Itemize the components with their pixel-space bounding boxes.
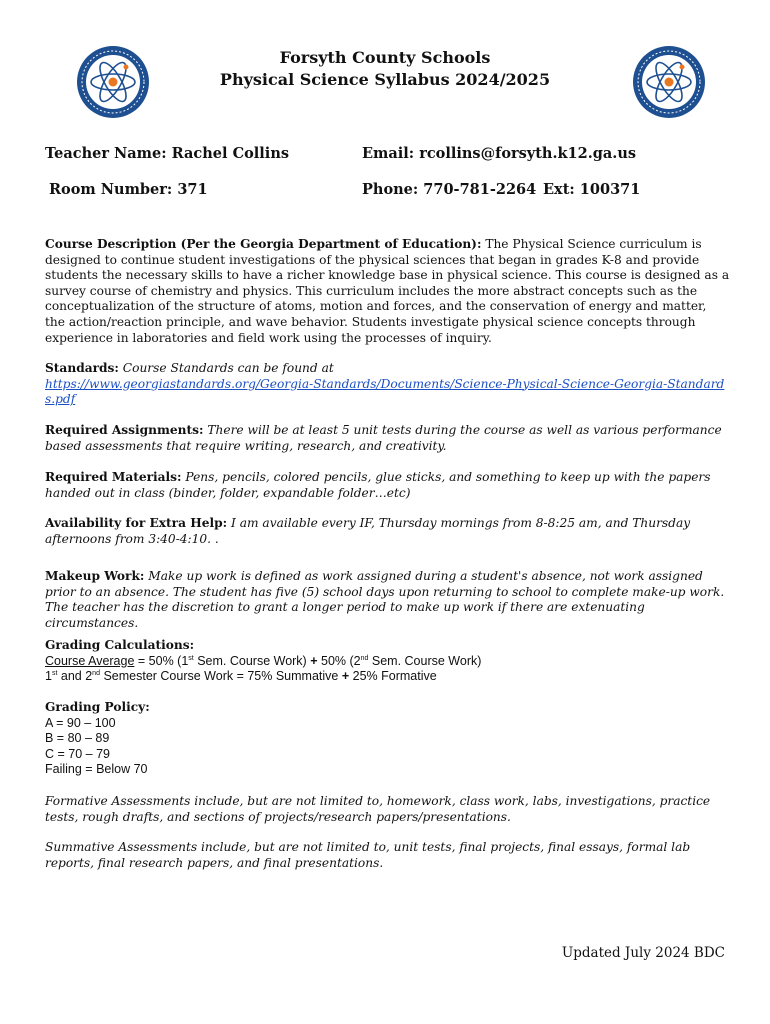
standards-section: [45, 361, 730, 408]
teacher-phone: Phone: 770-781-2264: [362, 181, 537, 198]
course-average-label: Course Average: [45, 653, 135, 668]
standards-text: Course Standards can be found at: [118, 361, 334, 375]
semester-part-b: and 2: [57, 669, 93, 684]
semester-weighting-line: [45, 669, 437, 683]
course-average-part-c: 50% (2: [317, 653, 361, 668]
semester-part-a: 1: [45, 669, 52, 684]
grade-c: C = 70 – 79: [45, 746, 110, 761]
teacher-email: Email: rcollins@forsyth.k12.ga.us: [362, 145, 637, 162]
course-average-part-b: Sem. Course Work): [193, 653, 311, 668]
ordinal-nd: nd: [360, 654, 369, 662]
grading-policy-label: Grading Policy:: [45, 700, 150, 714]
course-description: [45, 237, 730, 346]
grade-b: B = 80 – 89: [45, 731, 110, 746]
course-average-line: [45, 654, 481, 668]
formative-assessments-note: Formative Assessments include, but are not limited to, homework, class work, labs, investigations, practice tests, rough drafts, and sections of projects/research papers/presentations.: [45, 794, 711, 824]
makeup-work-label: Makeup Work:: [45, 569, 145, 583]
extra-help: [45, 516, 730, 547]
document-title: Forsyth County Schools: [279, 48, 491, 67]
required-assignments-label: Required Assignments:: [45, 423, 204, 437]
plus-sign: +: [310, 653, 318, 668]
room-number: Room Number: 371: [49, 181, 208, 198]
extra-help-text: I am available every IF, Thursday mornings from 8-8:25 am, and Thursday afternoons from 3:40-4:10. .: [45, 516, 691, 546]
grade-a: A = 90 – 100: [45, 715, 116, 730]
ordinal-st-2: st: [51, 670, 58, 678]
document-subtitle: Physical Science Syllabus 2024/2025: [219, 70, 551, 89]
course-description-label: Course Description (Per the Georgia Department of Education):: [45, 237, 482, 251]
teacher-name: Teacher Name: Rachel Collins: [45, 145, 290, 162]
updated-footer: Updated July 2024 BDC: [561, 945, 725, 961]
grading-policy: [45, 700, 730, 778]
summative-assessments-note: Summative Assessments include, but are not limited to, unit tests, final projects, final essays, formal lab reports, final research papers, and final presentations.: [45, 840, 691, 870]
semester-part-c: Semester Course Work = 75% Summative: [99, 669, 342, 684]
required-materials-label: Required Materials:: [45, 470, 182, 484]
grading-calculations: [45, 638, 730, 685]
grade-failing: Failing = Below 70: [45, 762, 148, 777]
required-assignments-text: There will be at least 5 unit tests during the course as well as various performance based assessments that require writing, research, and creativity.: [45, 423, 722, 453]
required-materials: [45, 470, 730, 501]
standards-link[interactable]: https://www.georgiastandards.org/Georgia-Standards/Documents/Science-Physical-Science-Georgia-Standards.pdf: [45, 376, 725, 407]
required-materials-text: Pens, pencils, colored pencils, glue sticks, and something to keep up with the papers handed out in class (binder, folder, expandable folder…etc): [45, 470, 711, 500]
standards-label: Standards:: [45, 361, 119, 375]
extra-help-label: Availability for Extra Help:: [45, 516, 228, 530]
ordinal-nd-2: nd: [92, 670, 100, 678]
course-average-part-d: Sem. Course Work): [368, 653, 482, 668]
semester-part-d: 25% Formative: [349, 669, 437, 684]
grading-calculations-label: Grading Calculations:: [45, 638, 195, 652]
course-description-text: The Physical Science curriculum is designed to continue student investigations of the physical sciences that began in grades K-8 and provide students the necessary skills to have a richer knowledge base in physical science. This course is designed as a survey course of chemistry and physics. This curriculum includes the more abstract concepts such as the conceptualization of the structure of atoms, motion and forces, and the conservation of energy and matter, the action/reaction principle, and wave behavior. Students investigate physical science concepts through experience in laboratories and field work using the processes of inquiry.: [45, 237, 730, 345]
plus-sign-2: +: [341, 669, 350, 684]
makeup-work-text: Make up work is defined as work assigned during a student's absence, not work assigned prior to an absence. The student has five (5) school days upon returning to school to complete make-up work. The teacher has the discretion to grant a longer period to make up work if there are extenuating circumstances.: [45, 569, 725, 630]
phone-extension: Ext: 100371: [543, 181, 641, 198]
course-average-part-a: = 50% (1: [134, 653, 189, 668]
required-assignments: [45, 423, 730, 454]
makeup-work: [45, 569, 730, 631]
ordinal-st: st: [188, 654, 194, 662]
